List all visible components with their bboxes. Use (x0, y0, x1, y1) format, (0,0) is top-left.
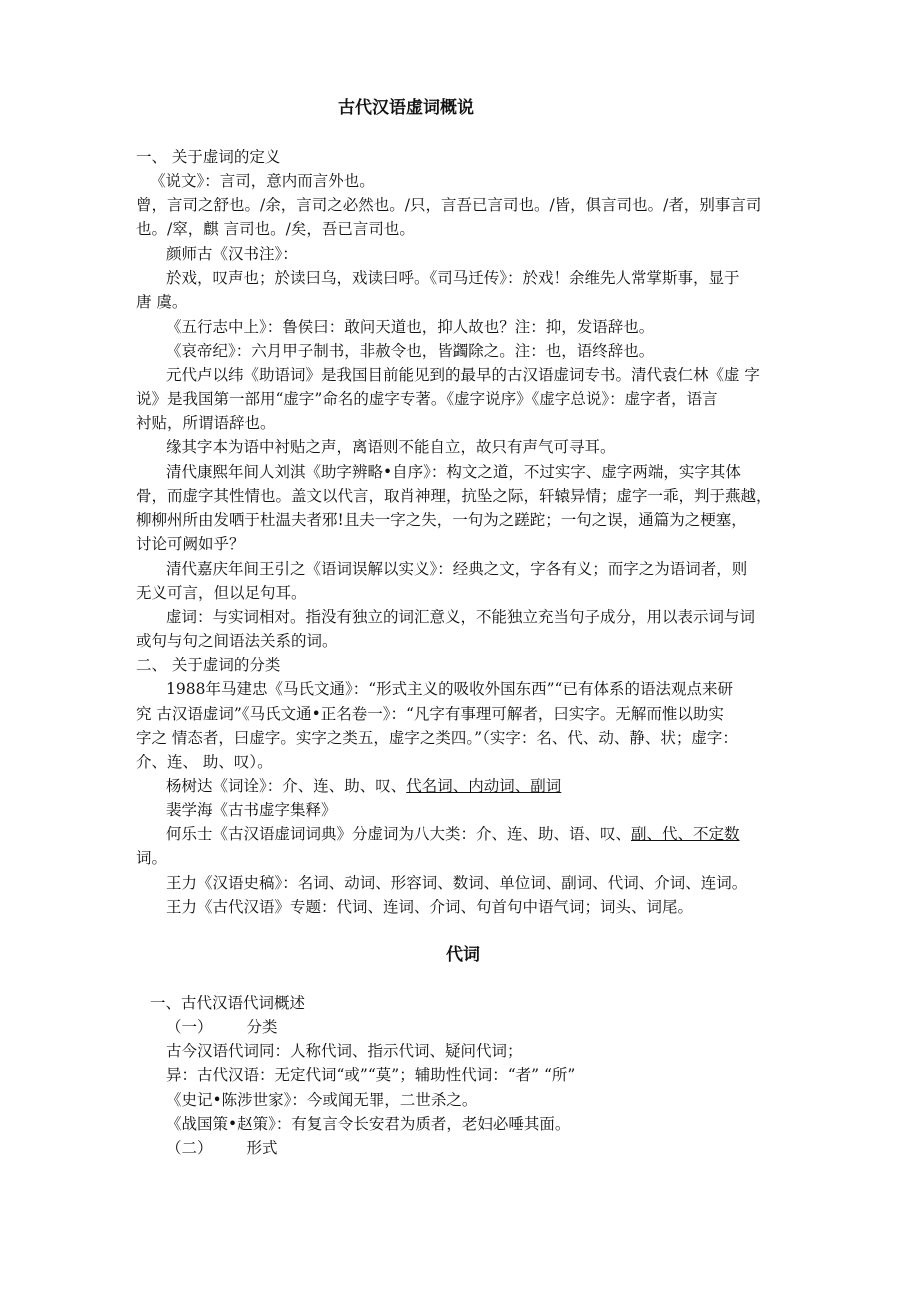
subsection-label: 分类 (246, 1018, 278, 1036)
paragraph-line: 1988年马建忠《马氏文通》：“形式主义的吸收外国东西”“已有体系的语法观点来研 (166, 680, 733, 698)
he-underlined: 副、代、不定数 (631, 825, 740, 843)
section2-heading: 二、 关于虚词的分类 (136, 656, 281, 674)
paragraph-line: 说》是我国第一部用“虚字”命名的虚字专著。《虚字说序》《虚字总说》：虚字者，语言 (136, 390, 718, 408)
pei-xuehai-line: 裴学海《古书虚字集释》 (166, 801, 337, 819)
subsection-classification (166, 1015, 278, 1039)
subsection-number: （一） (166, 1018, 213, 1036)
he-leshi-line (166, 822, 740, 846)
wang-li-line-1: 王力《汉语史稿》：名词、动词、形容词、数词、单位词、副词、代词、介词、连词。 (166, 874, 748, 892)
section-title-pronouns: 代词 (446, 945, 480, 965)
yang-shuda-line (166, 774, 561, 798)
paragraph-line: 缘其字本为语中衬贴之声，离语则不能自立，故只有声气可寻耳。 (166, 438, 616, 456)
document-title: 古代汉语虚词概说 (338, 98, 474, 118)
paragraph-line: 柳柳州所由发哂于杜温夫者邪!且夫一字之失，一句为之蹉跎；一句之误，通篇为之梗塞， (136, 511, 747, 529)
paragraph-line: 《战国策•赵策》：有复言令长安君为质者，老妇必唾其面。 (166, 1115, 571, 1133)
paragraph-line: 古今汉语代词同：人称代词、指示代词、疑问代词； (166, 1042, 523, 1060)
paragraph-line: 唐 虞。 (136, 293, 188, 311)
paragraph-line: 讨论可阙如乎？ (136, 535, 245, 553)
paragraph-line: 《史记•陈涉世家》：今或闻无罪，二世杀之。 (166, 1091, 478, 1109)
paragraph-line: 曾，言司之舒也。/余，言司之必然也。/只，言吾已言司也。/皆，俱言司也。/者，别事言司 (136, 196, 762, 214)
paragraph-line: 《哀帝纪》：六月甲子制书，非赦令也，皆蠲除之。注：也，语终辞也。 (166, 342, 655, 360)
paragraph-line: 虚词：与实词相对。指没有独立的词汇意义，不能独立充当句子成分，用以表示词与词 (166, 608, 756, 626)
paragraph-line: 清代嘉庆年间王引之《语词误解以实义》：经典之文，字各有义；而字之为语词者，则 (166, 560, 748, 578)
paragraph-line: 无义可言，但以足句耳。 (136, 584, 307, 602)
paragraph-line: 骨，而虚字其性情也。盖文以代言，取肖神理，抗坠之际，轩辕异情；虚字一乖，判于燕越， (136, 487, 772, 505)
paragraph-line: 也。/窣，麒 言司也。/矣，吾已言司也。 (136, 220, 415, 238)
paragraph-line: 介、连、 助、叹）。 (136, 753, 273, 771)
section1-heading: 一、 关于虚词的定义 (136, 148, 281, 166)
paragraph-line: 元代卢以纬《助语词》是我国目前能见到的最早的古汉语虚词专书。清代袁仁林《虚 字 (166, 366, 760, 384)
paragraph-line: 字之 情态者，曰虚字。实字之类五，虚字之类四。”（实字：名、代、动、静、状；虚字： (136, 729, 738, 747)
paragraph-line: 於戏，叹声也；於读曰乌，戏读曰呼。《司马迁传》：於戏！余维先人常掌斯事，显于 (166, 269, 740, 287)
paragraph-line: 《说文》：言司，意内而言外也。 (150, 172, 375, 190)
paragraph-line: 《五行志中上》：鲁侯曰：敢问天道也，抑人故也？注：抑，发语辞也。 (166, 318, 655, 336)
paragraph-line: 衬贴，所谓语辞也。 (136, 414, 276, 432)
paragraph-line: 究 古汉语虚词”《马氏文通•正名卷一》：“凡字有事理可解者，曰实字。无解而惟以助实 (136, 705, 724, 723)
paragraph-line: 颜师古《汉书注》： (166, 245, 298, 263)
subsection-label: 形式 (246, 1139, 278, 1157)
paragraph-line: 或句与句之间语法关系的词。 (136, 632, 338, 650)
paragraph-line: 词。 (136, 849, 168, 867)
yang-underlined: 代名词、内动词、副词 (406, 777, 562, 795)
subsection-form (166, 1136, 278, 1160)
paragraph-line: 异：古代汉语：无定代词“或”“莫”；辅助性代词：“者” “所” (166, 1066, 576, 1084)
he-prefix: 何乐士《古汉语虚词词典》分虚词为八大类：介、连、助、语、叹、 (166, 825, 632, 843)
wang-li-line-2: 王力《古代汉语》专题：代词、连词、介词、句首句中语气词；词头、词尾。 (166, 898, 694, 916)
yang-prefix: 杨树达《词诠》：介、连、助、叹、 (166, 777, 407, 795)
subsection-number: （二） (166, 1139, 213, 1157)
section3-heading: 一、古代汉语代词概述 (150, 994, 306, 1012)
paragraph-line: 清代康熙年间人刘淇《助字辨略•自序》：构文之道，不过实字、虚字两端，实字其体 (166, 463, 741, 481)
